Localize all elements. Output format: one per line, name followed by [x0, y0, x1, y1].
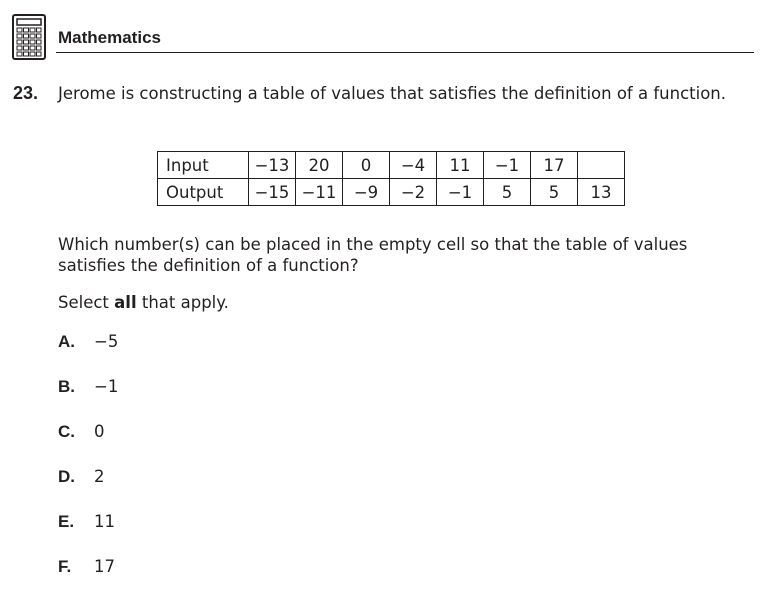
option-letter: B.	[58, 377, 75, 396]
input-cell: −1	[484, 152, 531, 179]
question-number: 23.	[13, 83, 39, 103]
output-cell: 5	[484, 179, 531, 206]
option-value: 0	[94, 422, 105, 441]
output-row	[158, 179, 625, 206]
instruction-text: that apply.	[136, 293, 229, 312]
values-table	[157, 151, 625, 206]
option-value: 11	[94, 512, 115, 531]
header-divider	[56, 52, 754, 53]
option-d[interactable]	[58, 467, 105, 487]
page-header	[12, 14, 754, 62]
option-letter: C.	[58, 422, 75, 441]
instruction-emphasis: all	[114, 293, 137, 312]
option-c[interactable]	[58, 422, 105, 442]
input-cell: 17	[531, 152, 578, 179]
empty-input-cell	[578, 152, 625, 179]
output-cell: 5	[531, 179, 578, 206]
output-row-label: Output	[158, 179, 249, 206]
option-a[interactable]	[58, 332, 118, 352]
option-letter: F.	[58, 557, 72, 576]
option-e[interactable]	[58, 512, 115, 532]
option-value: −1	[94, 377, 119, 396]
output-cell: −9	[343, 179, 390, 206]
select-instruction	[58, 293, 229, 312]
input-cell: 0	[343, 152, 390, 179]
input-row-label: Input	[158, 152, 249, 179]
question-text: Jerome is constructing a table of values that satisfies the definition of a function.	[58, 84, 726, 103]
option-letter: D.	[58, 467, 75, 486]
input-cell: 11	[437, 152, 484, 179]
output-cell: −2	[390, 179, 437, 206]
input-cell: −13	[249, 152, 296, 179]
input-cell: 20	[296, 152, 343, 179]
subject-title: Mathematics	[58, 28, 161, 47]
calculator-icon	[12, 14, 46, 60]
option-letter: A.	[58, 332, 75, 351]
option-value: 17	[94, 557, 115, 576]
input-row	[158, 152, 625, 179]
input-cell: −4	[390, 152, 437, 179]
question-prompt: Which number(s) can be placed in the empty cell so that the table of values satisfies the definition of a function?	[58, 235, 688, 275]
instruction-text: Select	[58, 293, 115, 312]
option-value: −5	[94, 332, 119, 351]
option-value: 2	[94, 467, 105, 486]
output-cell: −11	[296, 179, 343, 206]
option-letter: E.	[58, 512, 75, 531]
option-b[interactable]	[58, 377, 118, 397]
output-cell: 13	[578, 179, 625, 206]
output-cell: −15	[249, 179, 296, 206]
output-cell: −1	[437, 179, 484, 206]
option-f[interactable]	[58, 557, 115, 577]
